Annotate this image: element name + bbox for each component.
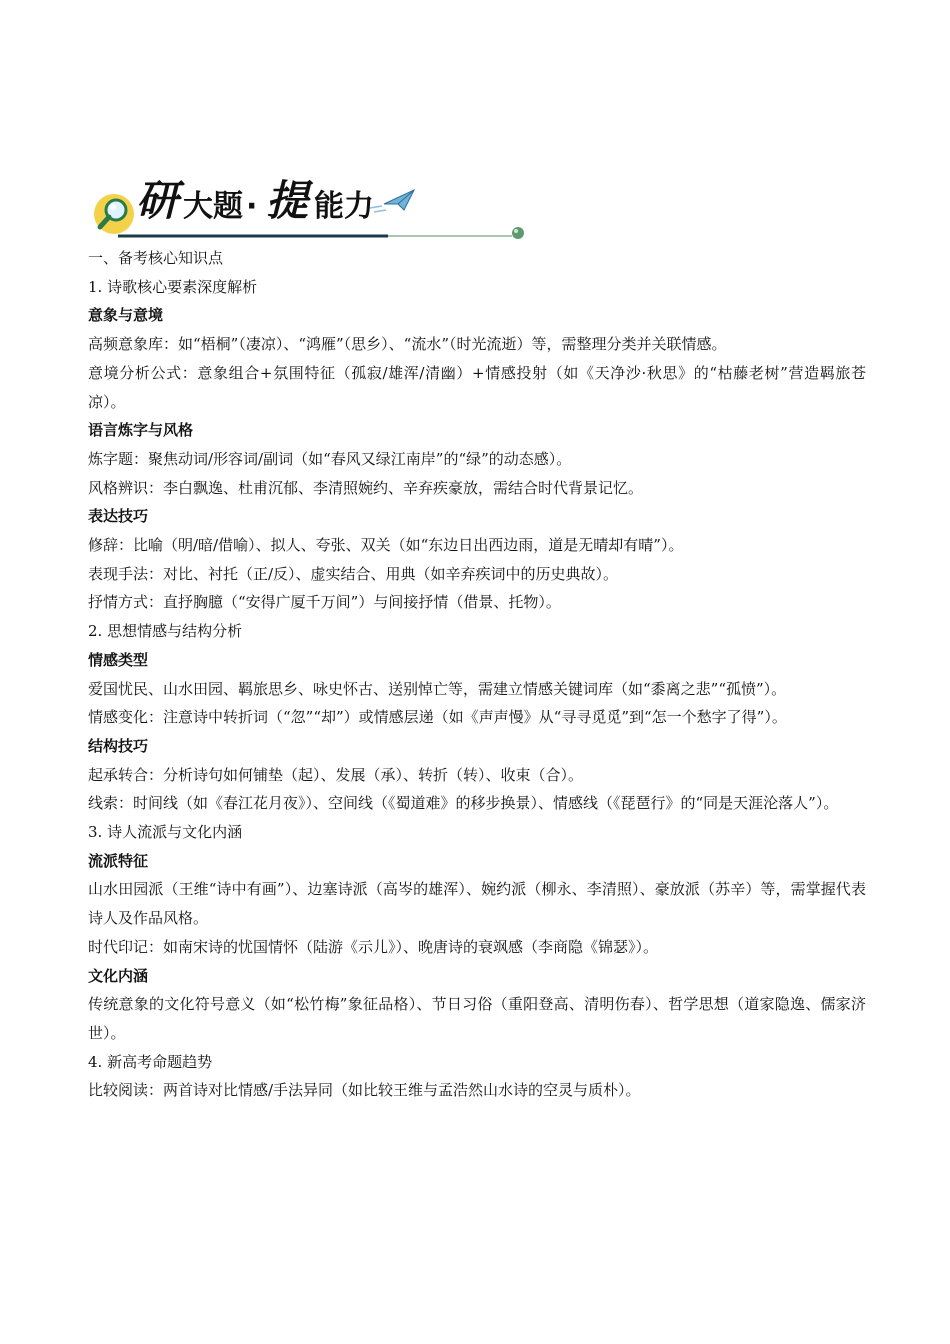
paragraph: 时代印记：如南宋诗的忧国情怀（陆游《示儿》）、晚唐诗的衰飒感（李商隐《锦瑟》）。	[88, 937, 659, 956]
subsection-1-title: 1. 诗歌核心要素深度解析	[88, 277, 258, 296]
banner-char-yan: 研	[136, 176, 179, 225]
banner-text-nengli: 能力	[314, 189, 374, 224]
heading-yuyan: 语言炼字与风格	[88, 421, 194, 440]
heading-wenhua: 文化内涵	[88, 966, 149, 985]
subsection-2-title: 2. 思想情感与结构分析	[88, 622, 243, 641]
subsection-4-title: 4. 新高考命题趋势	[88, 1052, 213, 1071]
paragraph: 抒情方式：直抒胸臆（“安得广厦千万间”）与间接抒情（借景、托物）。	[88, 593, 561, 612]
main-content	[88, 244, 866, 1105]
paragraph: 爱国忧民、山水田园、羁旅思乡、咏史怀古、送别悼亡等，需建立情感关键词库（如“黍离之悲”“孤愤”）。	[88, 679, 787, 698]
subsection-3-title: 3. 诗人流派与文化内涵	[88, 823, 243, 842]
paragraph: 修辞：比喻（明/暗/借喻）、拟人、夸张、双关（如“东边日出西边雨，道是无晴却有晴”）。	[88, 536, 684, 555]
paragraph: 起承转合：分析诗句如何铺垫（起）、发展（承）、转折（转）、收束（合）。	[88, 765, 584, 784]
paragraph: 表现手法：对比、衬托（正/反）、虚实结合、用典（如辛弃疾词中的历史典故）。	[88, 564, 619, 583]
paragraph: 风格辨识：李白飘逸、杜甫沉郁、李清照婉约、辛弃疾豪放，需结合时代背景记忆。	[88, 478, 644, 497]
paper-plane-icon	[370, 190, 414, 212]
paragraph: 意境分析公式：意象组合+氛围特征（孤寂/雄浑/清幽）+情感投射（如《天净沙·秋思》的“枯藤老树”营造羁旅苍凉）。	[88, 363, 866, 411]
paragraph: 情感变化：注意诗中转折词（“忽”“却”）或情感层递（如《声声慢》从“寻寻觅觅”到“怎一个愁字了得”）。	[88, 708, 787, 727]
section-banner	[88, 178, 528, 242]
banner-text-dati: 大题	[183, 189, 243, 224]
paragraph: 炼字题：聚焦动词/形容词/副词（如“春风又绿江南岸”的“绿”的动态感）。	[88, 449, 572, 468]
heading-qinggan: 情感类型	[88, 650, 149, 669]
section-title: 一、备考核心知识点	[88, 249, 224, 267]
banner-char-ti: 提	[266, 176, 309, 225]
paragraph: 高频意象库：如“梧桐”（凄凉）、“鸿雁”（思乡）、“流水”（时光流逝）等，需整理分类并关联情感。	[88, 335, 727, 354]
heading-liupai: 流派特征	[88, 851, 149, 870]
paragraph: 比较阅读：两首诗对比情感/手法异同（如比较王维与孟浩然山水诗的空灵与质朴）。	[88, 1081, 641, 1100]
paragraph: 山水田园派（王维“诗中有画”）、边塞诗派（高岑的雄浑）、婉约派（柳永、李清照）、豪放派（苏辛）等，需掌握代表诗人及作品风格。	[88, 880, 866, 928]
heading-biaoda: 表达技巧	[88, 507, 149, 526]
paragraph: 传统意象的文化符号意义（如“松竹梅”象征品格）、节日习俗（重阳登高、清明伤春）、哲学思想（道家隐逸、儒家济世）。	[88, 995, 866, 1042]
paragraph: 线索：时间线（如《春江花月夜》）、空间线（《蜀道难》的移步换景）、情感线（《琵琶行》的“同是天涯沦落人”）。	[88, 794, 839, 813]
heading-jiegou: 结构技巧	[88, 736, 149, 755]
banner-dot: ·	[246, 189, 258, 224]
heading-yixiang: 意象与意境	[88, 306, 164, 325]
magnifier-icon	[92, 192, 136, 236]
